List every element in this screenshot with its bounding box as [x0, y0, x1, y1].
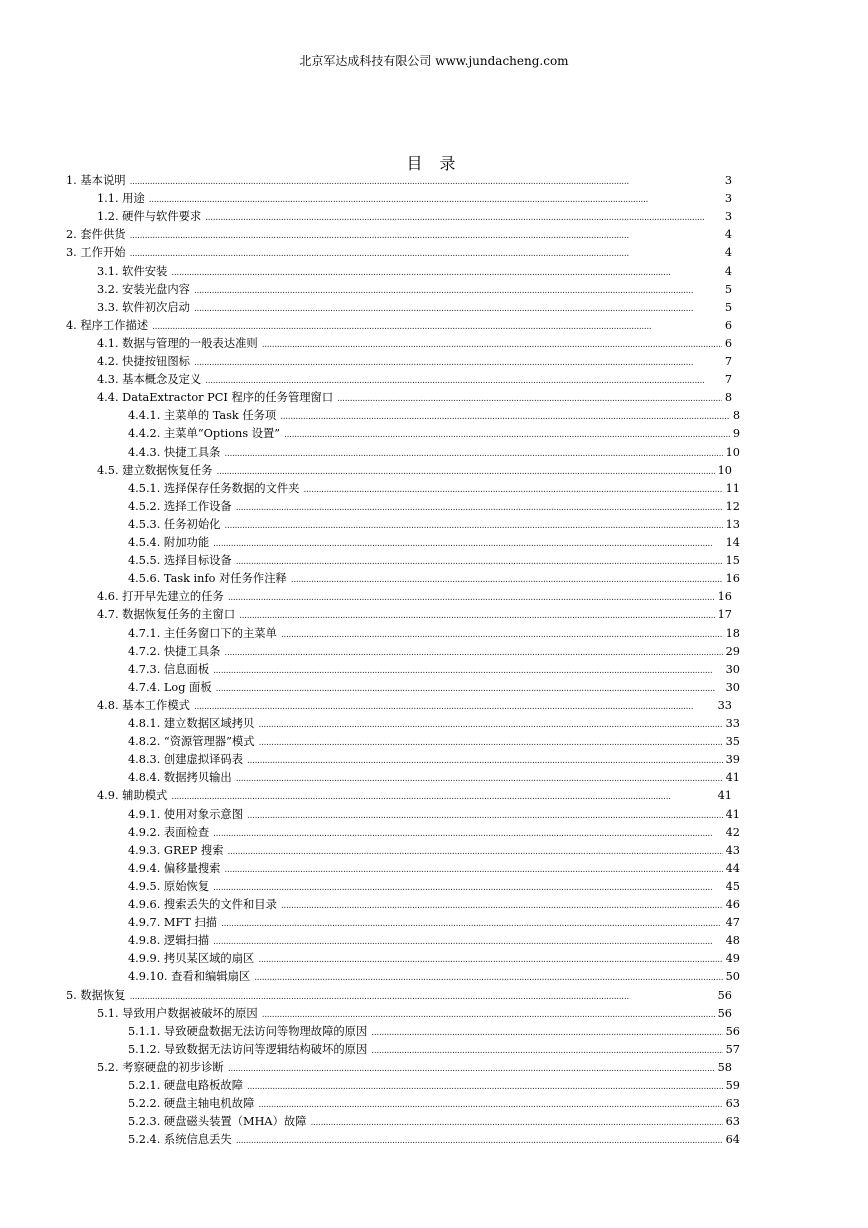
toc-entry-page: 16 [717, 590, 732, 604]
toc-entry[interactable] [128, 842, 740, 860]
toc-entry-page: 64 [725, 1133, 740, 1147]
toc-leader-dots [171, 263, 721, 281]
toc-entry[interactable] [128, 570, 740, 588]
toc-entry-label: 4.7.4. Log 面板 [128, 680, 212, 694]
toc-entry-label: 4.4.1. 主菜单的 Task 任务项 [128, 409, 277, 423]
toc-entry-label: 3.2. 安装光盘内容 [97, 282, 190, 296]
toc-entry-label: 5.2.1. 硬盘电路板故障 [128, 1079, 244, 1092]
toc-entry[interactable] [128, 425, 740, 443]
toc-leader-dots [224, 860, 722, 878]
toc-entry-label: 4.5. 建立数据恢复任务 [97, 463, 213, 477]
toc-entry[interactable] [97, 263, 732, 281]
toc-entry[interactable] [97, 1059, 732, 1077]
toc-entry-page: 9 [732, 427, 740, 441]
toc-entry[interactable] [128, 932, 740, 950]
toc-entry-label: 5. 数据恢复 [66, 988, 126, 1002]
toc-leader-dots [130, 244, 722, 262]
toc-entry-label: 4.9.6. 搜索丢失的文件和目录 [128, 898, 277, 911]
toc-entry-page: 5 [724, 300, 732, 314]
toc-entry[interactable] [128, 715, 740, 733]
toc-entry-label: 4. 程序工作描述 [66, 318, 149, 332]
toc-leader-dots [236, 552, 723, 570]
toc-entry-page: 59 [725, 1079, 740, 1092]
toc-leader-dots [213, 878, 723, 896]
toc-entry[interactable] [97, 588, 732, 606]
toc-entry[interactable] [97, 190, 732, 208]
toc-entry[interactable] [128, 498, 740, 516]
toc-entry-page: 10 [725, 445, 740, 459]
toc-leader-dots [280, 407, 730, 425]
toc-entry-page: 4 [724, 228, 732, 242]
toc-entry-label: 5.1. 导致用户数据被破坏的原因 [97, 1006, 258, 1020]
toc-leader-dots [262, 335, 722, 353]
toc-entry[interactable] [128, 625, 740, 643]
page-header: 北京军达成科技有限公司 www.jundacheng.com [299, 54, 569, 68]
toc-entry-label: 4.5.5. 选择目标设备 [128, 554, 232, 568]
toc-entry-label: 3. 工作开始 [66, 246, 126, 260]
toc-entry-page: 44 [725, 861, 740, 875]
toc-leader-dots [213, 534, 723, 552]
toc-entry[interactable] [128, 1113, 740, 1131]
toc-entry[interactable] [128, 480, 740, 498]
toc-entry[interactable] [128, 806, 740, 824]
toc-leader-dots [224, 444, 722, 462]
toc-entry-label: 4.5.4. 附加功能 [128, 536, 210, 549]
toc-entry-label: 5.2.4. 系统信息丢失 [128, 1133, 232, 1147]
toc-leader-dots [217, 462, 715, 480]
toc-entry-label: 5.2.3. 硬盘磁头装置（MHA）故障 [128, 1115, 307, 1129]
toc-entry-page: 39 [725, 753, 740, 767]
toc-leader-dots [205, 371, 722, 389]
toc-entry-page: 42 [725, 825, 740, 839]
toc-entry[interactable] [97, 462, 732, 480]
toc-leader-dots [228, 842, 723, 860]
toc-entry-page: 15 [725, 554, 740, 568]
toc-leader-dots [236, 498, 723, 516]
toc-entry-label: 4.9. 辅助模式 [97, 789, 168, 803]
toc-leader-dots [258, 950, 722, 968]
toc-entry-page: 8 [732, 409, 740, 423]
toc-entry-page: 30 [725, 662, 740, 676]
toc-entry-page: 41 [725, 771, 740, 785]
toc-entry[interactable] [128, 444, 740, 462]
toc-entry[interactable] [97, 697, 732, 715]
toc-entry[interactable] [97, 299, 732, 317]
toc-entry-page: 6 [724, 318, 732, 332]
toc-leader-dots [194, 299, 722, 317]
toc-leader-dots [236, 1131, 723, 1149]
toc-leader-dots [228, 1059, 715, 1077]
toc-entry[interactable] [128, 751, 740, 769]
toc-leader-dots [213, 824, 723, 842]
toc-entry[interactable] [128, 1095, 740, 1113]
toc-entry-page: 7 [724, 355, 732, 368]
toc-entry[interactable] [97, 353, 732, 371]
toc-leader-dots [304, 480, 723, 498]
toc-entry-label: 4.7.3. 信息面板 [128, 662, 210, 676]
toc-entry[interactable] [97, 208, 732, 226]
toc-entry-label: 1. 基本说明 [66, 174, 126, 187]
toc-leader-dots [216, 679, 723, 697]
toc-leader-dots [284, 425, 730, 443]
toc-leader-dots [205, 208, 722, 226]
toc-leader-dots [152, 317, 722, 335]
toc-entry-page: 11 [725, 481, 740, 495]
toc-entry-label: 3.3. 软件初次启动 [97, 300, 190, 314]
toc-entry[interactable] [66, 226, 732, 244]
toc-leader-dots [221, 914, 723, 932]
toc-entry-label: 1.1. 用途 [97, 192, 145, 206]
toc-entry-label: 4.8. 基本工作模式 [97, 698, 190, 712]
toc-entry-page: 7 [724, 373, 732, 387]
toc-entry-label: 4.4.3. 快捷工具条 [128, 445, 221, 459]
toc-entry-label: 4.5.3. 任务初始化 [128, 517, 221, 531]
toc-entry-page: 18 [725, 626, 740, 640]
toc-entry-page: 10 [717, 463, 732, 477]
toc-entry-page: 56 [725, 1024, 740, 1038]
toc-entry-page: 49 [725, 952, 740, 966]
toc-leader-dots [224, 516, 722, 534]
toc-leader-dots [310, 1113, 722, 1131]
toc-entry-page: 4 [724, 246, 732, 260]
toc-leader-dots [171, 787, 714, 805]
toc-entry[interactable] [128, 552, 740, 570]
toc-leader-dots [247, 806, 723, 824]
toc-entry[interactable] [128, 1041, 740, 1059]
toc-leader-dots [213, 661, 723, 679]
toc-entry-page: 3 [724, 210, 732, 224]
toc-entry-label: 1.2. 硬件与软件要求 [97, 210, 202, 224]
toc-entry[interactable] [128, 769, 740, 787]
toc-entry-label: 4.9.3. GREP 搜索 [128, 843, 224, 857]
toc-leader-dots [194, 697, 715, 715]
toc-entry-label: 4.1. 数据与管理的一般表达准则 [97, 336, 258, 350]
toc-entry[interactable] [97, 335, 732, 353]
toc-entry[interactable] [97, 787, 732, 805]
toc-entry-label: 4.2. 快捷按钮图标 [97, 355, 190, 368]
toc-entry-page: 16 [725, 572, 740, 586]
toc-entry[interactable] [97, 389, 732, 407]
toc-entry-label: 4.5.1. 选择保存任务数据的文件夹 [128, 481, 300, 495]
toc-entry-label: 4.4. DataExtractor PCI 程序的任务管理窗口 [97, 391, 334, 405]
toc-entry-page: 41 [717, 789, 732, 803]
toc-entry[interactable] [128, 733, 740, 751]
toc-entry-label: 4.8.4. 数据拷贝输出 [128, 771, 232, 785]
toc-entry-page: 13 [725, 517, 740, 531]
toc-entry[interactable] [128, 534, 740, 552]
toc-entry-label: 4.9.5. 原始恢复 [128, 879, 210, 893]
toc-entry-page: 8 [724, 391, 732, 405]
toc-entry[interactable] [128, 643, 740, 661]
toc-entry[interactable] [128, 878, 740, 896]
toc-entry[interactable] [128, 824, 740, 842]
toc-leader-dots [130, 172, 722, 190]
toc-entry-page: 33 [717, 698, 732, 712]
toc-entry-page: 41 [725, 807, 740, 821]
toc-entry[interactable] [128, 679, 740, 697]
toc-entry-label: 4.9.8. 逻辑扫描 [128, 934, 210, 948]
toc-entry-label: 4.7.1. 主任务窗口下的主菜单 [128, 626, 277, 640]
toc-entry-page: 48 [725, 934, 740, 948]
toc-leader-dots [371, 1023, 722, 1041]
toc-entry-label: 5.2.2. 硬盘主轴电机故障 [128, 1097, 255, 1111]
toc-title: 目 录 [406, 154, 462, 173]
toc-entry-page: 56 [717, 1006, 732, 1020]
toc-entry[interactable] [66, 987, 732, 1005]
toc-entry-page: 45 [725, 879, 740, 893]
toc-entry-label: 5.1.2. 导致数据无法访问等逻辑结构破坏的原因 [128, 1042, 368, 1056]
toc-entry[interactable] [128, 1023, 740, 1041]
toc-entry[interactable] [66, 172, 732, 190]
toc-entry-label: 4.9.4. 偏移量搜索 [128, 861, 221, 875]
toc-entry[interactable] [128, 968, 740, 986]
toc-leader-dots [213, 932, 723, 950]
toc-entry-page: 57 [725, 1042, 740, 1056]
toc-entry[interactable] [66, 244, 732, 262]
toc-leader-dots [239, 606, 715, 624]
toc-entry-page: 33 [725, 717, 740, 730]
toc-entry-page: 47 [725, 916, 740, 930]
toc-leader-dots [371, 1041, 722, 1059]
toc-entry-label: 4.8.1. 建立数据区域拷贝 [128, 717, 255, 730]
toc-entry-page: 17 [717, 608, 732, 622]
toc-entry-page: 56 [717, 988, 732, 1002]
toc-entry-page: 46 [725, 898, 740, 911]
toc-entry-page: 3 [724, 192, 732, 206]
toc-leader-dots [247, 1077, 723, 1095]
toc-entry[interactable] [97, 281, 732, 299]
toc-entry[interactable] [128, 407, 740, 425]
toc-leader-dots [291, 570, 723, 588]
toc-entry-label: 4.9.7. MFT 扫描 [128, 916, 218, 930]
toc-entry[interactable] [128, 860, 740, 878]
toc-entry-label: 4.9.1. 使用对象示意图 [128, 807, 244, 821]
toc-entry-page: 6 [724, 336, 732, 350]
toc-leader-dots [130, 226, 722, 244]
toc-leader-dots [281, 625, 723, 643]
toc-entry[interactable] [128, 516, 740, 534]
toc-leader-dots [149, 190, 722, 208]
toc-entry-page: 58 [717, 1060, 732, 1074]
toc-leader-dots [224, 643, 722, 661]
toc-leader-dots [258, 1095, 722, 1113]
toc-entry[interactable] [128, 896, 740, 914]
toc-entry[interactable] [128, 914, 740, 932]
toc-leader-dots [258, 715, 722, 733]
toc-entry-page: 43 [725, 843, 740, 857]
toc-entry[interactable] [128, 661, 740, 679]
toc-entry[interactable] [128, 1131, 740, 1149]
toc-entry-label: 5.2. 考察硬盘的初步诊断 [97, 1060, 224, 1074]
toc-entry[interactable] [66, 317, 732, 335]
toc-entry-page: 29 [725, 644, 740, 658]
toc-entry-label: 4.9.2. 表面检查 [128, 825, 210, 839]
toc-leader-dots [194, 353, 722, 371]
toc-leader-dots [247, 751, 723, 769]
toc-leader-dots [259, 733, 723, 751]
toc-entry[interactable] [128, 950, 740, 968]
toc-entry-page: 50 [725, 970, 740, 984]
toc-leader-dots [281, 896, 723, 914]
toc-entry-page: 12 [725, 499, 740, 513]
toc-entry-label: 4.8.3. 创建虚拟译码表 [128, 753, 244, 767]
toc-entry-page: 35 [725, 735, 740, 749]
toc-entry-page: 3 [724, 174, 732, 187]
toc-entry[interactable] [97, 606, 732, 624]
toc-entry-label: 3.1. 软件安装 [97, 264, 168, 278]
toc-entry-label: 4.3. 基本概念及定义 [97, 373, 202, 387]
toc-entry-page: 14 [725, 536, 740, 549]
toc-entry-label: 4.7.2. 快捷工具条 [128, 644, 221, 658]
toc-entry-page: 4 [724, 264, 732, 278]
toc-leader-dots [254, 968, 722, 986]
toc-entry-label: 4.5.6. Task info 对任务作注释 [128, 572, 287, 586]
toc-entry-label: 4.6. 打开早先建立的任务 [97, 590, 224, 604]
toc-leader-dots [337, 389, 722, 407]
toc-entry-label: 5.1.1. 导致硬盘数据无法访问等物理故障的原因 [128, 1024, 368, 1038]
toc-entry-label: 4.9.10. 查看和编辑扇区 [128, 970, 251, 984]
toc-entry-page: 30 [725, 680, 740, 694]
toc-entry-label: 4.4.2. 主菜单“Options 设置” [128, 427, 281, 441]
toc-entry-page: 63 [725, 1097, 740, 1111]
toc-leader-dots [236, 769, 723, 787]
toc-entry-label: 4.8.2. “资源管理器”模式 [128, 735, 255, 749]
toc-entry-label: 2. 套件供货 [66, 228, 126, 242]
toc-entry-label: 4.7. 数据恢复任务的主窗口 [97, 608, 236, 622]
toc-entry-page: 63 [725, 1115, 740, 1129]
toc-entry-page: 5 [724, 282, 732, 296]
toc-entry[interactable] [97, 1005, 732, 1023]
toc-entry-label: 4.5.2. 选择工作设备 [128, 499, 232, 513]
toc-leader-dots [194, 281, 722, 299]
toc-leader-dots [262, 1005, 715, 1023]
toc-entry[interactable] [128, 1077, 740, 1095]
toc-leader-dots [228, 588, 715, 606]
toc-leader-dots [130, 987, 715, 1005]
toc-entry[interactable] [97, 371, 732, 389]
toc-entry-label: 4.9.9. 拷贝某区域的扇区 [128, 952, 255, 966]
